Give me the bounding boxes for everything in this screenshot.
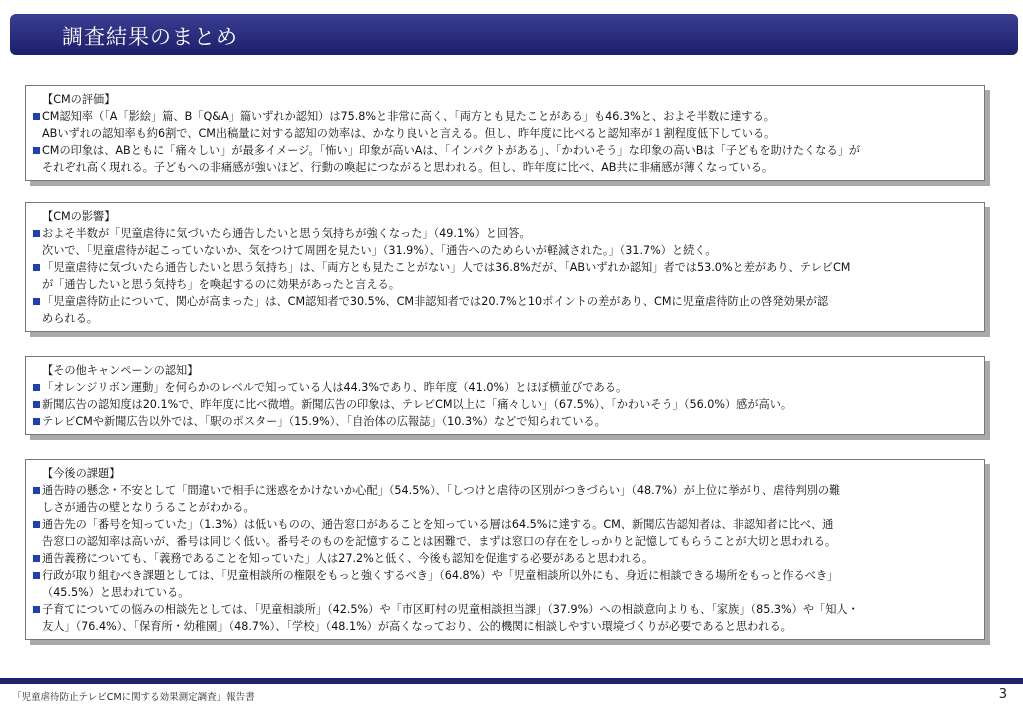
square-bullet-icon — [33, 418, 40, 425]
square-bullet-icon — [33, 555, 40, 562]
bullet-text — [42, 567, 978, 601]
square-bullet-icon — [33, 487, 40, 494]
footer-bar — [0, 678, 1023, 684]
bullet-item — [32, 550, 978, 567]
page-title: 調査結果のまとめ — [62, 25, 238, 49]
bullet-text — [42, 142, 978, 176]
square-bullet-icon — [33, 521, 40, 528]
square-bullet-icon — [33, 298, 40, 305]
text-line: CM認知率（「A「影絵」篇、B「Q&A」篇いずれか認知）は75.8%と非常に高く、「両方とも見たことがある」も46.3%と、およそ半数に達する。 — [42, 110, 775, 123]
section-future-issues — [25, 459, 985, 640]
bullet-item — [32, 601, 978, 635]
page-number: 3 — [998, 687, 1007, 702]
text-line: 新聞広告の認知度は20.1%で、昨年度に比べ微増。新聞広告の印象は、テレビCM以上に「痛々しい」（67.5%）、「かわいそう」（56.0%）感が高い。 — [42, 398, 793, 411]
text-line: 「児童虐待防止について、関心が高まった」は、CM認知者で30.5%、CM非認知者では20.7%と10ポイントの差があり、CMに児童虐待防止の啓発効果が認 — [42, 295, 829, 308]
bullet-item — [32, 516, 978, 550]
bullet-item — [32, 293, 978, 327]
text-line: （45.5%）と思われている。 — [42, 586, 190, 599]
bullet-text — [42, 413, 978, 430]
text-line: 「オレンジリボン運動」を何らかのレベルで知っている人は44.3%であり、昨年度（41.0%）とほぼ横並びである。 — [42, 381, 628, 394]
bullet-text — [42, 601, 978, 635]
section-title: 【CMの評価】 — [42, 93, 116, 106]
text-line: 通告義務についても、「義務であることを知っていた」人は27.2%と低く、今後も認知を促進する必要があると思われる。 — [42, 552, 654, 565]
text-line: 次いで、「児童虐待が起こっていないか、気をつけて周囲を見たい」（31.9%）、「通告へのためらいが軽減された。」（31.7%）と続く。 — [42, 244, 717, 257]
bullet-text — [42, 482, 978, 516]
square-bullet-icon — [33, 606, 40, 613]
section-title: 【今後の課題】 — [42, 467, 121, 480]
bullet-item — [32, 259, 978, 293]
text-line: およそ半数が「児童虐待に気づいたら通告したいと思う気持ちが強くなった」（49.1%）と回答。 — [42, 227, 531, 240]
bullet-text — [42, 396, 978, 413]
text-line: 友人」（76.4%）、「保育所・幼稚園」（48.7%）、「学校」（48.1%）が高くなっており、公的機関に相談しやすい環境づくりが必要であると思われる。 — [42, 620, 792, 633]
bullet-item — [32, 567, 978, 601]
text-line: それぞれ高く現れる。子どもへの非痛感が強いほど、行動の喚起につながると思われる。但し、昨年度に比べ、AB共に非痛感が薄くなっている。 — [42, 161, 774, 174]
text-line: 告窓口の認知率は高いが、番号は同じく低い。番号そのものを記憶することは困難で、まずは窓口の存在をしっかりと記憶してもらうことが大切と思われる。 — [42, 535, 837, 548]
bullet-text — [42, 108, 978, 142]
square-bullet-icon — [33, 384, 40, 391]
bullet-item — [32, 396, 978, 413]
report-title: 「児童虐待防止テレビCMに関する効果測定調査」報告書 — [12, 692, 255, 703]
bullet-text — [42, 259, 978, 293]
text-line: テレビCMや新聞広告以外では、「駅のポスター」（15.9%）、「自治体の広報誌」（10.3%）などで知られている。 — [42, 415, 606, 428]
bullet-item — [32, 108, 978, 142]
bullet-item — [32, 225, 978, 259]
bullet-item — [32, 379, 978, 396]
bullet-item — [32, 142, 978, 176]
section-cm-impact — [25, 202, 985, 332]
bullet-text — [42, 379, 978, 396]
bullet-text — [42, 516, 978, 550]
bullet-item — [32, 413, 978, 430]
square-bullet-icon — [33, 230, 40, 237]
section-title: 【その他キャンペーンの認知】 — [42, 364, 199, 377]
square-bullet-icon — [33, 113, 40, 120]
text-line: 通告時の懸念・不安として「間違いで相手に迷惑をかけないか心配」（54.5%）、「しつけと虐待の区別がつきづらい」（48.7%）が上位に挙がり、虐待判別の難 — [42, 484, 841, 497]
bullet-text — [42, 225, 978, 259]
text-line: められる。 — [42, 312, 98, 325]
title-bar — [10, 14, 1018, 55]
bullet-text — [42, 550, 978, 567]
bullet-text — [42, 293, 978, 327]
text-line: しさが通告の壁となりうることがわかる。 — [42, 501, 255, 514]
text-line: ABいずれの認知率も約6割で、CM出稿量に対する認知の効率は、かなり良いと言える。但し、昨年度に比べると認知率が１割程度低下している。 — [42, 127, 776, 140]
square-bullet-icon — [33, 401, 40, 408]
section-other-campaign — [25, 356, 985, 435]
square-bullet-icon — [33, 572, 40, 579]
text-line: 通告先の「番号を知っていた」（1.3%）は低いものの、通告窓口があることを知っている層は64.5%に達する。CM、新聞広告認知者は、非認知者に比べ、通 — [42, 518, 834, 531]
text-line: CMの印象は、ABともに「痛々しい」が最多イメージ。「怖い」印象が高いAは、「インパクトがある」、「かわいそう」な印象の高いBは「子どもを助けたくなる」が — [42, 144, 861, 157]
section-title: 【CMの影響】 — [42, 210, 116, 223]
square-bullet-icon — [33, 147, 40, 154]
text-line: が「通告したいと思う気持ち」を喚起するのに効果があったと言える。 — [42, 278, 400, 291]
text-line: 行政が取り組むべき課題としては、「児童相談所の権限をもっと強くするべき」（64.8%）や「児童相談所以外にも、身近に相談できる場所をもっと作るべき」 — [42, 569, 839, 582]
text-line: 子育てについての悩みの相談先としては、「児童相談所」（42.5%）や「市区町村の児童相談担当課」（37.9%）への相談意向よりも、「家族」（85.3%）や「知人・ — [42, 603, 859, 616]
section-cm-evaluation — [25, 85, 985, 181]
square-bullet-icon — [33, 264, 40, 271]
bullet-item — [32, 482, 978, 516]
text-line: 「児童虐待に気づいたら通告したいと思う気持ち」は、「両方とも見たことがない」人では36.8%だが、「ABいずれか認知」者では53.0%と差があり、テレビCM — [42, 261, 851, 274]
